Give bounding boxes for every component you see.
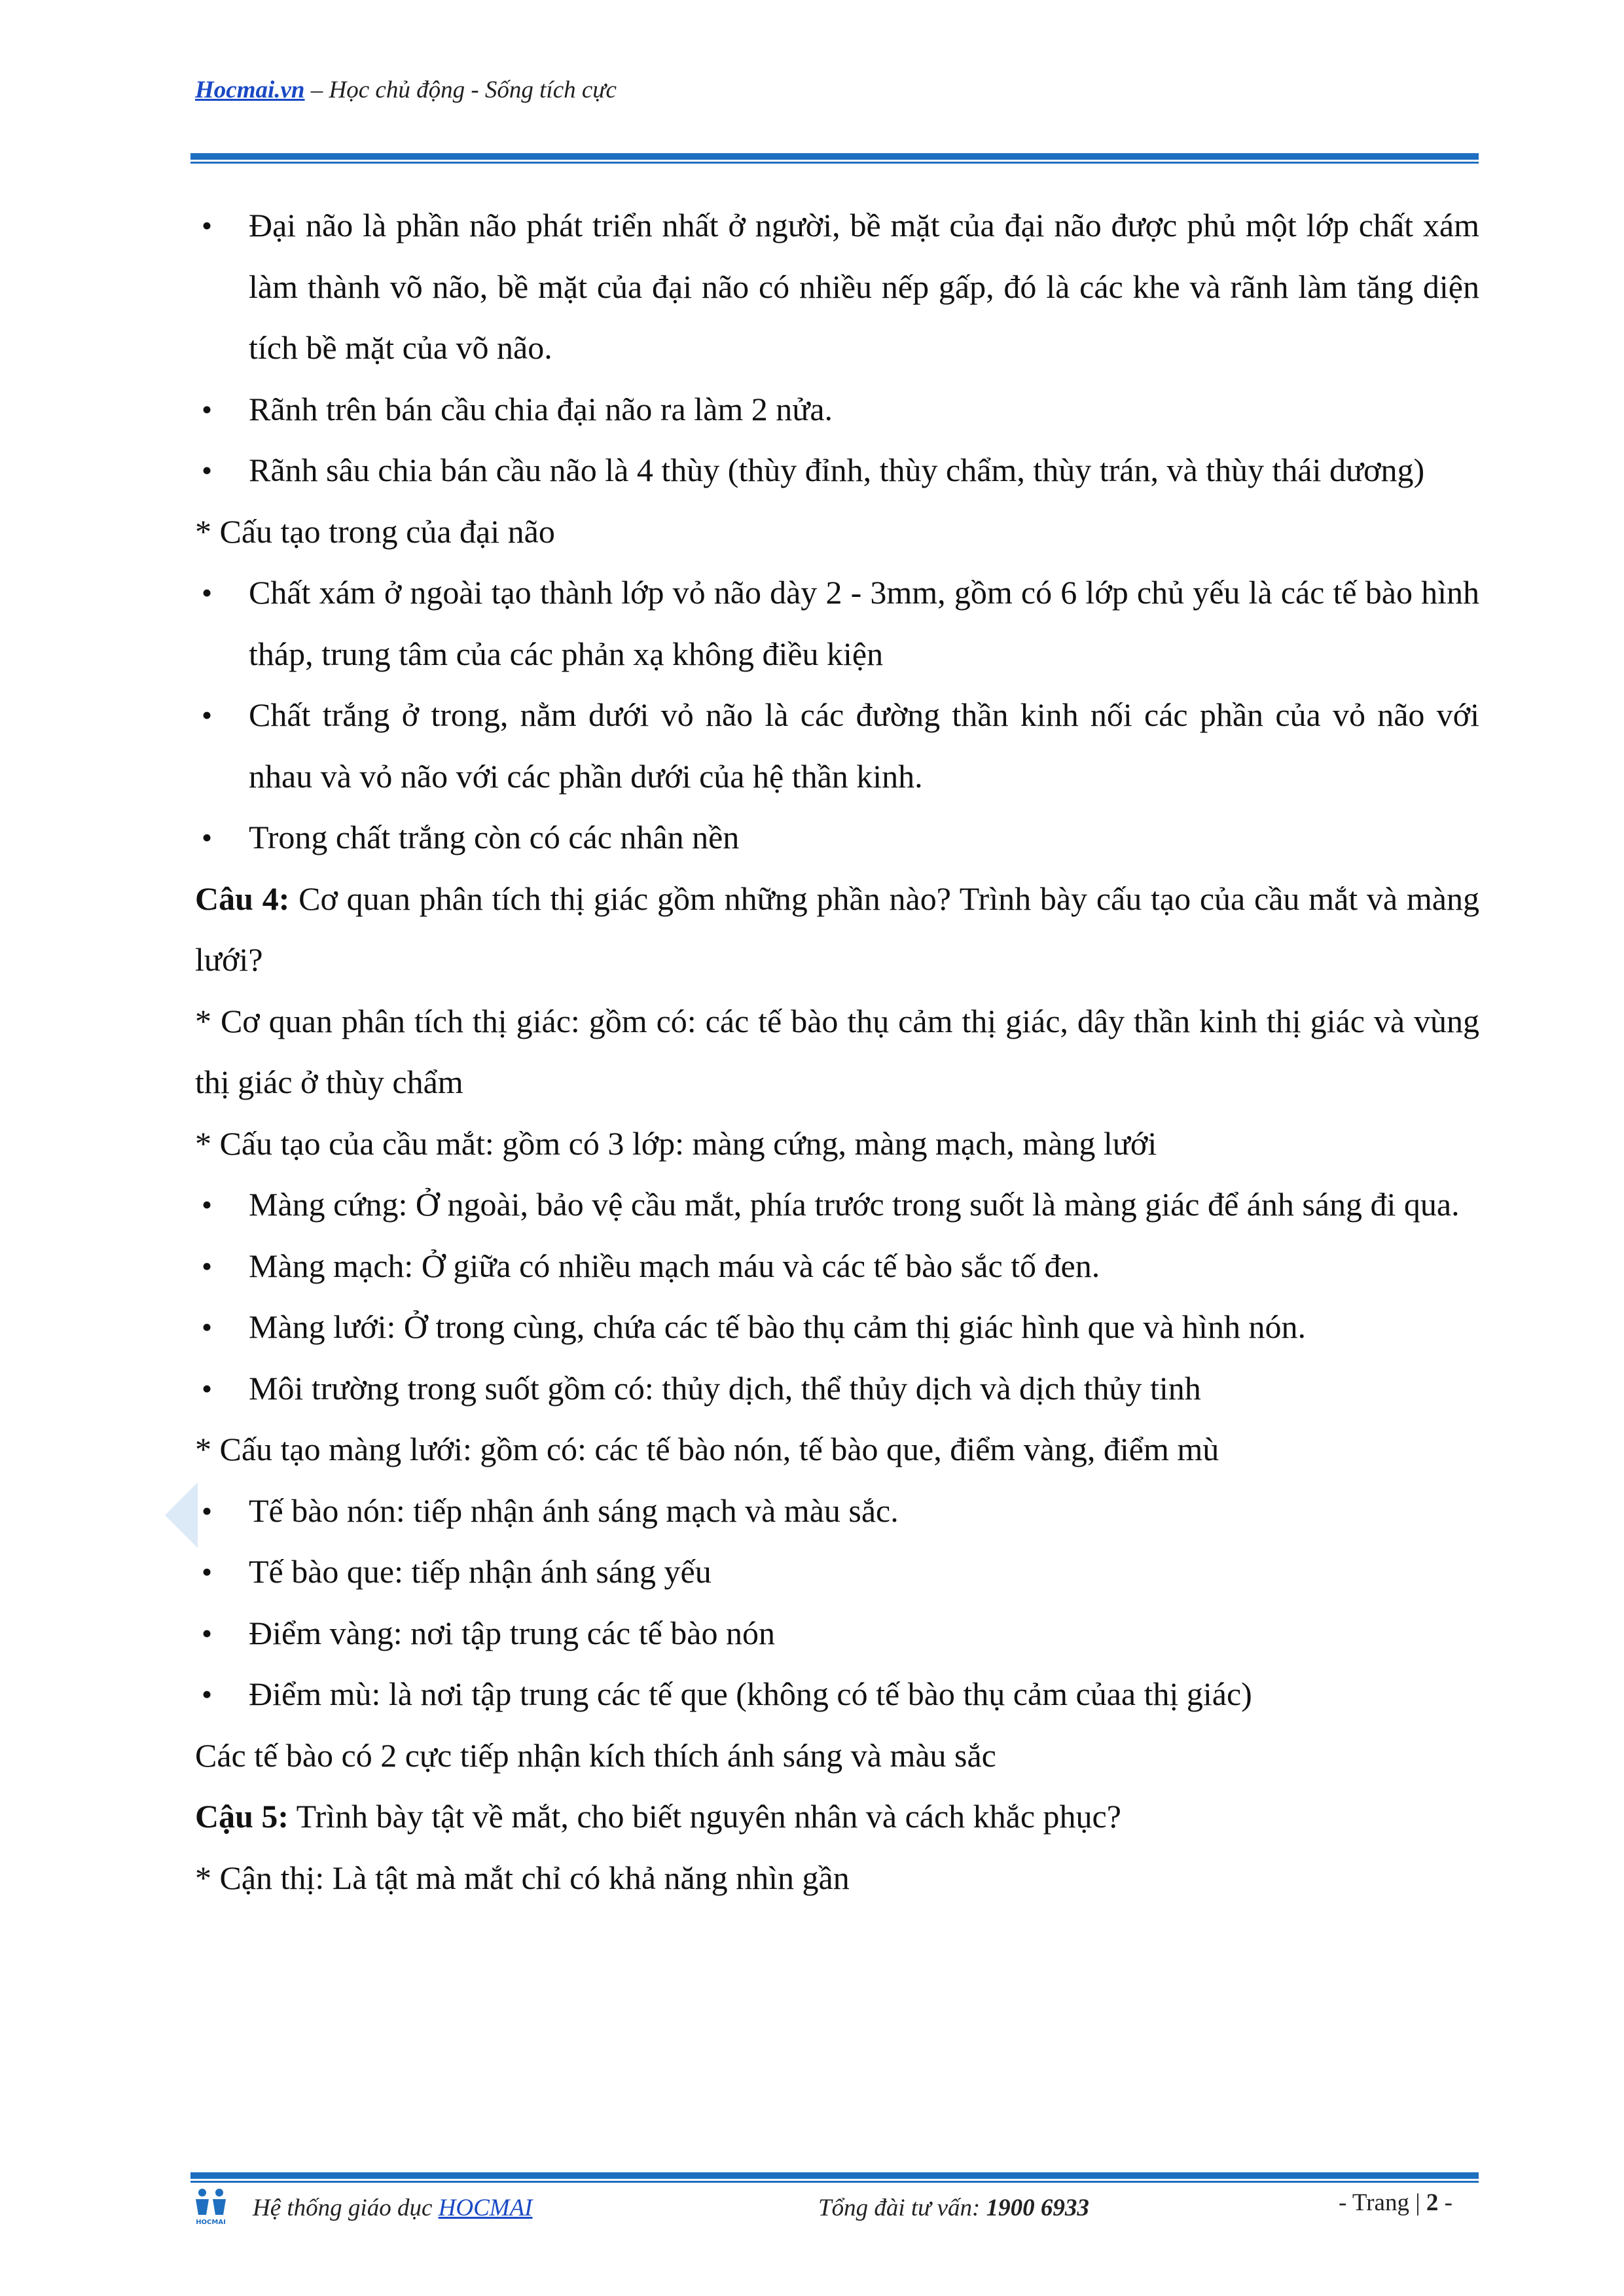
bullet-item: • Môi trường trong suốt gồm có: thủy dịch, thể thủy dịch và dịch thủy tinh [195,1358,1479,1420]
paragraph: * Cận thị: Là tật mà mắt chỉ có khả năng nhìn gần [195,1859,850,1896]
footer-org [253,2194,533,2222]
footer-hotline [818,2194,1089,2222]
page-suffix: - [1438,2189,1453,2216]
bullet-item: • Màng mạch: Ở giữa có nhiều mạch máu và các tế bào sắc tố đen. [195,1236,1479,1297]
bullet-item: • Đại não là phần não phát triển nhất ở người, bề mặt của đại não được phủ một lớp chất xám làm thành võ não, bề mặt của đại não có nhiều nếp gấp, đó là các khe và rãnh làm tăng diện tích bề mặt của võ não. [195,195,1479,379]
bullet-item: • Điểm vàng: nơi tập trung các tế bào nón [195,1603,1479,1664]
page-number [1339,2189,1453,2217]
paragraph: * Cơ quan phân tích thị giác: gồm có: các tế bào thụ cảm thị giác, dây thần kinh thị giác và vùng thị giác ở thùy chẩm [195,1002,1479,1100]
header-divider [190,153,1479,164]
hocmai-logo-icon [190,2186,231,2227]
question-text: Cơ quan phân tích thị giác gồm những phần nào? Trình bày cấu tạo của cầu mắt và màng lưới? [195,880,1479,978]
paragraph: * Cấu tạo màng lưới: gồm có: các tế bào nón, tế bào que, điểm vàng, điểm mù [195,1431,1219,1467]
hotline-number: 1900 6933 [986,2195,1089,2221]
page-header [195,76,617,104]
footer-org-prefix: Hệ thống giáo dục [253,2195,439,2221]
document-body [195,195,1479,1909]
bullet-item: • Tế bào que: tiếp nhận ánh sáng yếu [195,1541,1479,1603]
header-tagline: – Học chủ động - Sống tích cực [304,77,617,103]
page-number-value: 2 [1426,2189,1439,2216]
logo-text: HOCMAI [196,2219,226,2226]
page-footer [0,2186,1624,2238]
bullet-item: • Chất trắng ở trong, nằm dưới vỏ não là các đường thần kinh nối các phần của vỏ não với nhau và vỏ não với các phần dưới của hệ thần kinh. [195,685,1479,807]
question-heading [195,1786,1479,1848]
question-label: Cậu 5: [195,1798,289,1835]
question-heading [195,869,1479,991]
bullet-item: • Rãnh sâu chia bán cầu não là 4 thùy (thùy đỉnh, thùy chẩm, thùy trán, và thùy thái dương) [195,440,1479,501]
bullet-item: • Màng cứng: Ở ngoài, bảo vệ cầu mắt, phía trước trong suốt là màng giác để ánh sáng đi qua. [195,1174,1479,1236]
question-text: Trình bày tật về mắt, cho biết nguyên nhân và cách khắc phục? [289,1798,1121,1835]
footer-hocmai-link[interactable]: HOCMAI [438,2195,533,2221]
hotline-label: Tổng đài tư vấn: [818,2195,986,2221]
bullet-item: • Tế bào nón: tiếp nhận ánh sáng mạch và màu sắc. [195,1480,1479,1542]
bullet-item: • Rãnh trên bán cầu chia đại não ra làm 2 nửa. [195,379,1479,440]
paragraph: * Cấu tạo trong của đại não [195,512,555,550]
footer-divider [190,2172,1479,2183]
paragraph: Các tế bào có 2 cực tiếp nhận kích thích ánh sáng và màu sắc [195,1736,996,1774]
page-prefix: - Trang | [1339,2189,1426,2216]
bullet-item: • Chất xám ở ngoài tạo thành lớp vỏ não dày 2 - 3mm, gồm có 6 lớp chủ yếu là các tế bào hình tháp, trung tâm của các phản xạ không điều kiện [195,562,1479,685]
paragraph: * Cấu tạo của cầu mắt: gồm có 3 lớp: màng cứng, màng mạch, màng lưới [195,1124,1157,1162]
bullet-item: • Điểm mù: là nơi tập trung các tế que (không có tế bào thụ cảm củaa thị giác) [195,1664,1479,1725]
header-brand-link[interactable]: Hocmai.vn [195,77,305,103]
bullet-item: • Trong chất trắng còn có các nhân nền [195,807,1479,869]
bullet-item: • Màng lưới: Ở trong cùng, chứa các tế bào thụ cảm thị giác hình que và hình nón. [195,1297,1479,1358]
question-label: Câu 4: [195,880,290,917]
decorative-arrow-icon [165,1482,198,1548]
